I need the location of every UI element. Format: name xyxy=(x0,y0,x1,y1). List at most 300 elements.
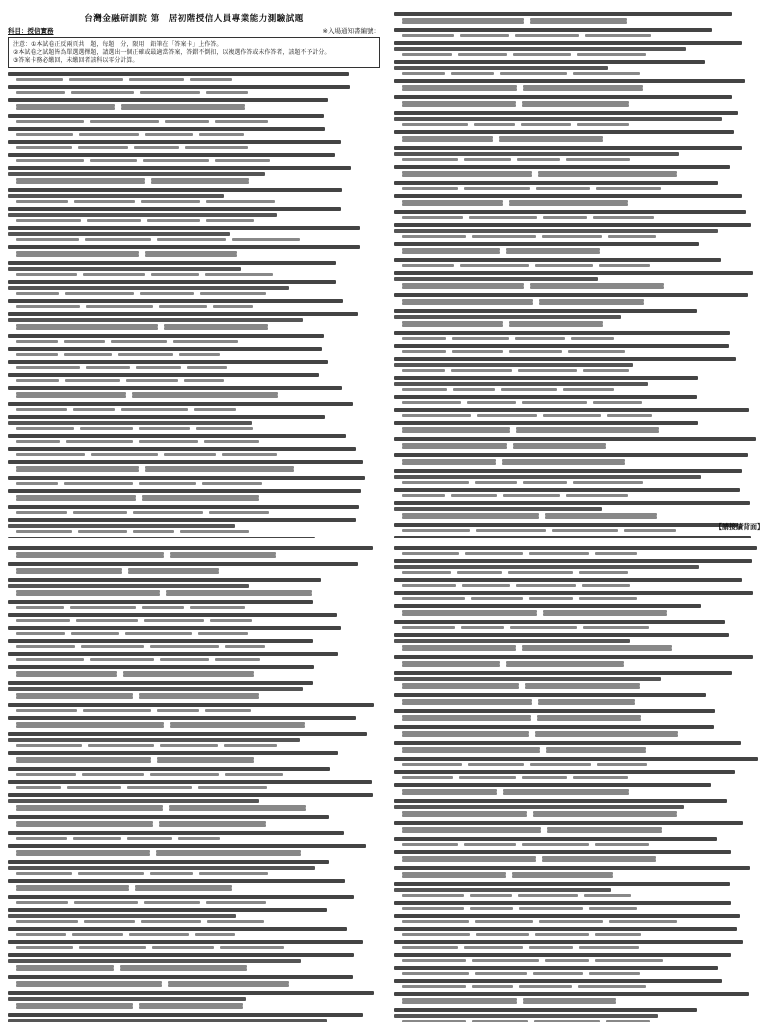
answer-option xyxy=(402,462,496,465)
answer-option xyxy=(78,530,127,533)
answer-option xyxy=(198,632,248,635)
answer-option xyxy=(64,353,112,356)
answer-option xyxy=(529,597,573,600)
question-stem-line xyxy=(394,28,712,32)
question-block xyxy=(394,111,762,126)
answer-option xyxy=(160,744,218,747)
front-left-column xyxy=(6,12,382,538)
answer-option xyxy=(471,597,523,600)
question-block xyxy=(8,434,380,443)
answer-options-row xyxy=(16,593,380,596)
answer-option xyxy=(402,264,454,267)
answer-option xyxy=(170,725,305,728)
answer-option xyxy=(91,453,158,456)
answer-options-row xyxy=(16,709,380,712)
answer-option xyxy=(518,894,578,897)
answer-option xyxy=(168,984,290,987)
question-stem-line xyxy=(394,66,608,70)
question-stem-line xyxy=(394,992,749,996)
answer-options-row xyxy=(402,859,762,862)
question-block xyxy=(8,207,380,222)
answer-options-row xyxy=(402,72,762,75)
answer-option xyxy=(135,888,231,891)
question-block xyxy=(394,309,762,327)
question-stem-line xyxy=(8,386,342,390)
answer-options-row xyxy=(16,292,380,295)
answer-option xyxy=(224,744,277,747)
answer-options-row xyxy=(402,350,762,353)
answer-options-row xyxy=(16,933,380,936)
answer-option xyxy=(506,664,624,667)
answer-option xyxy=(453,388,496,391)
answer-option xyxy=(90,159,137,162)
answer-options-row xyxy=(16,353,380,356)
question-stem-line xyxy=(394,382,648,386)
answer-option xyxy=(585,34,651,37)
answer-option xyxy=(519,985,572,988)
answer-option xyxy=(16,453,85,456)
answer-option xyxy=(589,972,640,975)
answer-option xyxy=(16,760,151,763)
answer-option xyxy=(512,875,613,878)
answer-option xyxy=(74,200,134,203)
answer-option xyxy=(536,187,590,190)
answer-option xyxy=(215,658,260,661)
question-stem-line xyxy=(394,783,711,787)
answer-options-row xyxy=(16,238,380,241)
answer-option xyxy=(402,21,524,24)
question-block xyxy=(8,402,380,411)
answer-option xyxy=(16,305,80,308)
answer-option xyxy=(70,606,136,609)
answer-option xyxy=(402,174,532,177)
question-block xyxy=(394,331,762,340)
question-block xyxy=(394,901,762,910)
answer-options-row xyxy=(402,875,762,878)
answer-option xyxy=(16,658,84,661)
question-stem-line xyxy=(394,293,748,297)
question-block xyxy=(8,665,380,677)
question-stem-line xyxy=(8,780,372,784)
question-stem-line xyxy=(394,408,749,412)
question-stem-line xyxy=(394,181,718,185)
answer-option xyxy=(509,350,562,353)
question-block xyxy=(394,293,762,305)
answer-option xyxy=(220,946,284,949)
answer-option xyxy=(210,619,252,622)
answer-options-row xyxy=(16,744,380,747)
answer-option xyxy=(402,139,493,142)
question-block xyxy=(8,489,380,501)
answer-option xyxy=(523,1001,616,1004)
answer-options-row xyxy=(402,88,762,91)
question-block xyxy=(8,844,380,856)
question-stem-line xyxy=(8,767,330,771)
question-stem-line xyxy=(394,850,731,854)
question-block xyxy=(8,447,380,456)
answer-options-row xyxy=(16,146,380,149)
answer-option xyxy=(73,408,115,411)
answer-option xyxy=(589,907,636,910)
answer-option xyxy=(595,933,641,936)
answer-option xyxy=(87,219,141,222)
question-block xyxy=(8,815,380,827)
page-divider xyxy=(0,538,768,546)
answer-option xyxy=(184,379,224,382)
answer-option xyxy=(402,203,503,206)
answer-option xyxy=(542,235,602,238)
question-block xyxy=(394,966,762,975)
answer-option xyxy=(546,750,646,753)
answer-option xyxy=(522,776,568,779)
question-stem-line xyxy=(8,312,358,316)
answer-option xyxy=(69,78,122,81)
answer-option xyxy=(402,597,465,600)
question-block xyxy=(8,226,380,241)
question-stem-line xyxy=(394,565,699,569)
answer-options-row xyxy=(402,702,762,705)
question-stem-line xyxy=(394,914,740,918)
answer-option xyxy=(134,146,179,149)
question-block xyxy=(394,633,762,651)
answer-options-row xyxy=(402,203,762,206)
question-block xyxy=(394,578,762,587)
answer-option xyxy=(563,388,614,391)
answer-option xyxy=(530,763,591,766)
question-block xyxy=(394,258,762,267)
answer-option xyxy=(529,552,589,555)
answer-option xyxy=(542,859,656,862)
answer-option xyxy=(16,984,162,987)
answer-option xyxy=(215,159,269,162)
question-stem-line xyxy=(394,866,750,870)
answer-options-row xyxy=(16,606,380,609)
question-block xyxy=(8,860,380,875)
question-stem-line xyxy=(394,357,736,361)
answer-option xyxy=(139,696,258,699)
answer-option xyxy=(159,824,266,827)
question-stem-line xyxy=(8,460,363,464)
answer-option xyxy=(73,511,127,514)
question-stem-line xyxy=(8,914,236,918)
answer-option xyxy=(402,571,451,574)
answer-option xyxy=(16,888,129,891)
question-stem-line xyxy=(394,633,729,637)
answer-option xyxy=(179,353,221,356)
answer-option xyxy=(78,146,128,149)
question-block xyxy=(394,165,762,177)
answer-options-row xyxy=(402,1020,762,1022)
answer-option xyxy=(16,219,81,222)
answer-options-row xyxy=(16,254,380,257)
notice-line: 注意：①本試卷正反兩頁共 題，每題 分，限用 鉛筆在「答案卡」上作答。 xyxy=(13,41,223,48)
answer-options-row xyxy=(16,888,380,891)
question-stem-line xyxy=(394,331,730,335)
question-block xyxy=(8,626,380,635)
answer-option xyxy=(16,555,164,558)
answer-options-row xyxy=(402,626,762,629)
answer-option xyxy=(402,369,445,372)
answer-option xyxy=(123,674,253,677)
answer-options-row xyxy=(16,968,380,971)
answer-option xyxy=(451,369,513,372)
answer-option xyxy=(509,324,603,327)
question-block xyxy=(394,376,762,391)
question-block xyxy=(8,373,380,382)
question-stem-line xyxy=(394,376,698,380)
question-stem-line xyxy=(8,415,325,419)
answer-options-row xyxy=(402,1001,762,1004)
answer-option xyxy=(402,894,464,897)
question-stem-line xyxy=(8,562,358,566)
answer-option xyxy=(111,340,167,343)
question-stem-line xyxy=(8,738,300,742)
answer-option xyxy=(127,837,172,840)
answer-option xyxy=(467,401,516,404)
answer-option xyxy=(510,626,576,629)
question-block xyxy=(8,312,380,330)
answer-option xyxy=(474,123,515,126)
question-stem-line xyxy=(394,309,697,313)
answer-option xyxy=(16,968,114,971)
question-stem-line xyxy=(394,95,732,99)
answer-option xyxy=(460,34,509,37)
question-block xyxy=(8,347,380,356)
answer-option xyxy=(402,104,516,107)
answer-option xyxy=(402,123,468,126)
question-block xyxy=(394,821,762,833)
answer-options-row xyxy=(16,901,380,904)
answer-option xyxy=(16,482,58,485)
answer-option xyxy=(129,933,189,936)
question-block xyxy=(8,127,380,136)
answer-option xyxy=(16,379,59,382)
front-right-column xyxy=(392,12,764,538)
answer-option xyxy=(402,843,458,846)
exam-title: 台灣金融研訓院 第 居初階授信人員專業能力測驗試題 xyxy=(84,14,304,24)
answer-option xyxy=(16,353,58,356)
answer-option xyxy=(472,235,536,238)
answer-options-row xyxy=(16,366,380,369)
answer-options-row xyxy=(402,763,762,766)
question-stem-line xyxy=(8,732,367,736)
answer-option xyxy=(529,946,572,949)
answer-option xyxy=(72,933,123,936)
answer-options-row xyxy=(402,187,762,190)
answer-option xyxy=(577,123,629,126)
answer-option xyxy=(209,511,269,514)
answer-option xyxy=(577,53,646,56)
answer-option xyxy=(516,584,576,587)
question-block xyxy=(8,85,380,94)
question-stem-line xyxy=(394,223,751,227)
answer-option xyxy=(152,946,214,949)
answer-option xyxy=(402,494,445,497)
admission-note: ※入場通知書編號： xyxy=(322,27,380,35)
question-block xyxy=(394,41,762,56)
answer-option xyxy=(126,379,178,382)
question-stem-line xyxy=(394,111,738,115)
answer-option xyxy=(150,645,219,648)
question-stem-line xyxy=(394,12,732,16)
question-stem-line xyxy=(8,953,354,957)
answer-option xyxy=(64,340,105,343)
question-block xyxy=(394,882,762,897)
answer-option xyxy=(545,516,658,519)
answer-option xyxy=(595,843,649,846)
answer-option xyxy=(402,702,532,705)
answer-options-row xyxy=(402,414,762,417)
answer-option xyxy=(74,901,137,904)
question-stem-line xyxy=(8,347,322,351)
question-stem-line xyxy=(8,751,338,755)
answer-options-row xyxy=(16,273,380,276)
answer-option xyxy=(579,571,628,574)
question-stem-line xyxy=(394,770,735,774)
question-stem-line xyxy=(394,757,758,761)
question-stem-line xyxy=(394,604,701,608)
question-stem-line xyxy=(394,315,621,319)
answer-options-row xyxy=(402,302,762,305)
question-block xyxy=(394,620,762,629)
answer-options-row xyxy=(402,104,762,107)
answer-option xyxy=(402,763,462,766)
question-block xyxy=(394,940,762,949)
question-block xyxy=(394,60,762,75)
question-block xyxy=(394,146,762,161)
back-left-column xyxy=(6,546,382,1022)
answer-option xyxy=(16,159,84,162)
question-block xyxy=(8,681,380,699)
question-block xyxy=(8,153,380,162)
answer-options-row xyxy=(402,369,762,372)
answer-option xyxy=(66,440,133,443)
question-block xyxy=(394,271,762,289)
answer-option xyxy=(207,920,264,923)
answer-option xyxy=(16,133,73,136)
answer-option xyxy=(543,613,667,616)
answer-option xyxy=(185,146,248,149)
answer-option xyxy=(128,571,219,574)
answer-options-row xyxy=(16,632,380,635)
answer-option xyxy=(132,395,278,398)
answer-option xyxy=(578,985,646,988)
question-block xyxy=(8,360,380,369)
question-stem-line xyxy=(8,600,313,604)
answer-option xyxy=(16,709,77,712)
answer-option xyxy=(206,219,254,222)
answer-option xyxy=(206,200,275,203)
answer-option xyxy=(595,959,662,962)
answer-option xyxy=(16,571,122,574)
answer-options-row xyxy=(16,808,380,811)
question-block xyxy=(394,604,762,616)
answer-option xyxy=(194,408,236,411)
answer-option xyxy=(129,78,184,81)
answer-options-row xyxy=(16,133,380,136)
answer-option xyxy=(402,34,454,37)
answer-option xyxy=(607,414,652,417)
answer-option xyxy=(464,158,511,161)
answer-options-row xyxy=(402,430,762,433)
question-stem-line xyxy=(394,655,753,659)
answer-option xyxy=(125,632,193,635)
question-stem-line xyxy=(394,277,598,281)
answer-option xyxy=(133,530,174,533)
answer-option xyxy=(519,907,583,910)
answer-options-row xyxy=(402,792,762,795)
answer-option xyxy=(65,379,119,382)
answer-option xyxy=(16,181,145,184)
question-stem-line xyxy=(8,716,356,720)
question-stem-line xyxy=(8,188,342,192)
answer-options-row xyxy=(402,985,762,988)
answer-option xyxy=(566,494,629,497)
question-stem-line xyxy=(8,815,329,819)
answer-option xyxy=(402,776,453,779)
question-block xyxy=(394,488,762,497)
question-block xyxy=(8,460,380,472)
question-block xyxy=(8,334,380,343)
answer-option xyxy=(539,302,644,305)
question-block xyxy=(8,98,380,110)
answer-options-row xyxy=(402,235,762,238)
question-block xyxy=(394,421,762,433)
question-stem-line xyxy=(394,677,661,681)
answer-option xyxy=(16,808,163,811)
question-block xyxy=(8,166,380,184)
question-block xyxy=(394,1008,762,1022)
answer-option xyxy=(606,1020,650,1022)
answer-options-row xyxy=(402,933,762,936)
answer-option xyxy=(16,645,75,648)
answer-option xyxy=(539,920,603,923)
answer-options-row xyxy=(402,462,762,465)
answer-option xyxy=(525,686,640,689)
answer-option xyxy=(16,744,82,747)
answer-option xyxy=(121,408,187,411)
answer-option xyxy=(573,72,640,75)
answer-option xyxy=(457,571,502,574)
answer-option xyxy=(543,216,587,219)
answer-options-row xyxy=(16,340,380,343)
answer-option xyxy=(144,901,200,904)
question-stem-line xyxy=(8,245,360,249)
question-block xyxy=(8,895,380,904)
question-block xyxy=(8,415,380,430)
question-stem-line xyxy=(8,334,324,338)
answer-option xyxy=(402,648,516,651)
answer-option xyxy=(83,273,145,276)
question-stem-line xyxy=(8,687,303,691)
question-stem-line xyxy=(8,639,313,643)
answer-option xyxy=(583,626,649,629)
answer-option xyxy=(464,946,523,949)
answer-option xyxy=(402,414,471,417)
question-stem-line xyxy=(394,210,746,214)
answer-option xyxy=(225,773,283,776)
answer-options-row xyxy=(402,686,762,689)
answer-option xyxy=(402,920,469,923)
answer-options-row xyxy=(16,327,380,330)
question-stem-line xyxy=(8,267,241,271)
question-block xyxy=(394,927,762,936)
answer-option xyxy=(16,946,73,949)
question-stem-line xyxy=(394,130,734,134)
answer-option xyxy=(215,120,268,123)
answer-options-row xyxy=(402,734,762,737)
answer-options-row xyxy=(402,494,762,497)
